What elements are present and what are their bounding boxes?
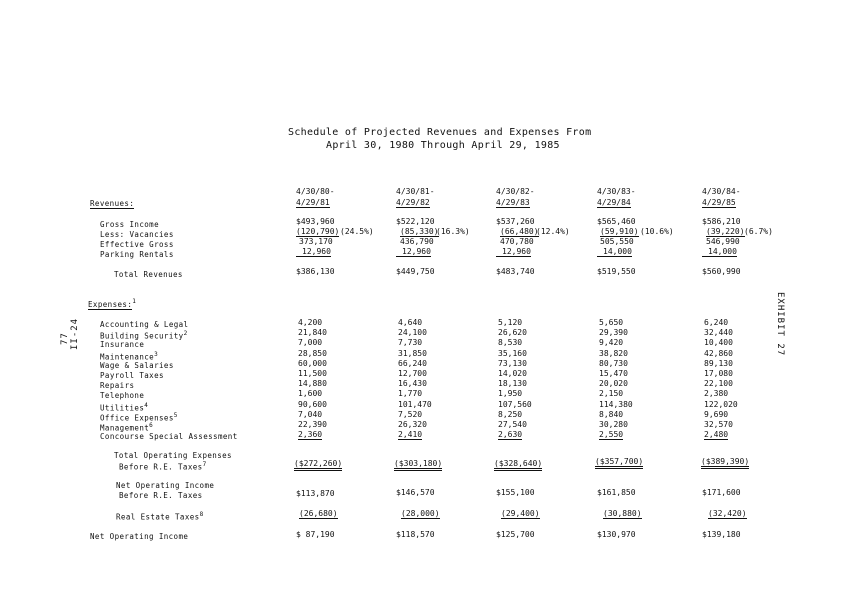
expense-label-text: Payroll Taxes <box>100 371 164 380</box>
expense-value: 2,550 <box>599 430 624 440</box>
effective-gross-value: 546,990 <box>706 237 740 246</box>
expense-value: 7,520 <box>398 409 423 419</box>
expense-value: 14,020 <box>498 369 527 378</box>
expense-value: 60,000 <box>298 358 327 368</box>
gross-income-value: $565,460 <box>597 217 636 226</box>
noi-value: $130,970 <box>597 530 636 539</box>
expense-value: 101,470 <box>398 399 432 409</box>
expense-value: 20,020 <box>599 379 628 389</box>
noi-before-value: $146,570 <box>396 488 435 497</box>
expense-label-text: Utilities <box>100 403 145 413</box>
noi-before-label-2: Before R.E. Taxes <box>119 491 203 500</box>
gross-income-value: $493,960 <box>296 217 335 226</box>
total-revenues-label: Total Revenues <box>114 270 183 279</box>
expense-value: 4,640 <box>398 318 423 327</box>
expense-value: 10,400 <box>704 338 733 348</box>
parking-value: 14,000 <box>702 247 737 257</box>
expense-value: 2,630 <box>498 430 523 440</box>
expense-label-text: Building Security <box>100 331 184 341</box>
footnote-marker: 7 <box>202 461 207 468</box>
expense-value: 38,820 <box>599 348 628 358</box>
expense-value: 24,100 <box>398 328 427 338</box>
noi-value: $118,570 <box>396 530 435 539</box>
total-opex-value: ($389,390) <box>701 457 749 469</box>
expense-value: 22,390 <box>298 420 327 429</box>
expense-label <box>100 432 238 441</box>
page-number-b: II-24 <box>70 317 80 350</box>
period-start: 4/30/82- <box>496 187 535 196</box>
expense-value: 2,410 <box>398 430 423 440</box>
total-opex-label-2-text: Before R.E. Taxes <box>119 462 203 472</box>
vacancies-value: (85,330) <box>400 227 439 236</box>
expense-value: 2,150 <box>599 389 624 399</box>
expense-value: 2,360 <box>298 430 323 440</box>
title-line-1: Schedule of Projected Revenues and Expenses From <box>288 127 592 138</box>
expense-value: 32,440 <box>704 328 733 338</box>
expense-label <box>100 391 144 400</box>
total-opex-value: ($272,260) <box>294 459 342 471</box>
period-start: 4/30/84- <box>702 187 741 196</box>
effective-gross-value: 436,790 <box>400 237 434 246</box>
title-line-2: April 30, 1980 Through April 29, 1985 <box>326 140 560 151</box>
total-opex-value: ($328,640) <box>494 459 542 471</box>
expense-value: 1,770 <box>398 389 423 399</box>
vacancies-pct: (24.5%) <box>340 227 374 236</box>
expense-label <box>100 330 188 341</box>
expense-value: 122,020 <box>704 399 738 409</box>
expense-label-text: Wage & Salaries <box>100 360 174 370</box>
noi-before-value: $171,600 <box>702 488 741 497</box>
parking-value: 12,960 <box>296 247 331 257</box>
expense-value: 107,560 <box>498 399 532 409</box>
total-opex-value: ($303,180) <box>394 459 442 471</box>
re-taxes-label <box>116 511 204 522</box>
noi-value: $ 87,190 <box>296 530 335 539</box>
re-taxes-value: (26,680) <box>299 509 338 518</box>
expense-value: 6,240 <box>704 318 729 327</box>
expense-value: 26,320 <box>398 420 427 429</box>
expense-value: 89,130 <box>704 358 733 368</box>
expense-value: 26,620 <box>498 328 527 338</box>
expense-value: 28,850 <box>298 348 327 358</box>
expense-label <box>100 320 188 329</box>
re-taxes-value: (30,880) <box>603 509 642 518</box>
gross-income-label: Gross Income <box>100 220 159 229</box>
parking-value: 12,960 <box>396 247 431 257</box>
noi-label: Net Operating Income <box>90 532 189 541</box>
expense-value: 5,650 <box>599 318 624 327</box>
footnote-marker: 5 <box>173 411 178 419</box>
expense-label-text: Repairs <box>100 381 135 391</box>
period-end: 4/29/82 <box>396 198 430 207</box>
expense-label <box>100 371 164 380</box>
expense-label-text: Telephone <box>100 391 145 401</box>
period-end: 4/29/84 <box>597 198 631 207</box>
total-revenues-value: $449,750 <box>396 267 435 276</box>
expense-value: 30,280 <box>599 420 628 429</box>
vacancies-value: (120,790) <box>296 227 340 236</box>
expense-value: 4,200 <box>298 318 323 327</box>
total-opex-value: ($357,700) <box>595 457 643 469</box>
revenues-heading: Revenues: <box>90 199 135 208</box>
effective-gross-label: Effective Gross <box>100 240 174 249</box>
parking-value: 12,960 <box>496 247 531 257</box>
noi-before-value: $155,100 <box>496 488 535 497</box>
expense-label <box>100 340 144 349</box>
footnote-marker: 6 <box>149 422 154 429</box>
period-start: 4/30/80- <box>296 187 335 196</box>
expense-value: 9,690 <box>704 409 729 419</box>
expense-label <box>100 412 178 423</box>
expense-value: 21,840 <box>298 328 327 338</box>
effective-gross-value: 373,170 <box>299 237 333 246</box>
period-end: 4/29/85 <box>702 198 736 207</box>
expense-value: 1,950 <box>498 389 523 399</box>
noi-before-value: $113,870 <box>296 489 335 498</box>
expense-label <box>100 381 134 390</box>
expense-label-text: Concourse Special Assessment <box>100 432 238 442</box>
vacancies-pct: (6.7%) <box>744 227 773 236</box>
expense-value: 15,470 <box>599 369 628 378</box>
expense-value: 27,540 <box>498 420 527 429</box>
re-taxes-label-text: Real Estate Taxes <box>116 512 200 522</box>
expense-label <box>100 422 153 433</box>
expense-value: 5,120 <box>498 318 523 327</box>
expense-label <box>100 351 158 362</box>
expense-value: 18,130 <box>498 379 527 389</box>
expense-value: 2,380 <box>704 389 729 399</box>
expense-value: 114,380 <box>599 399 633 409</box>
expense-value: 32,570 <box>704 420 733 429</box>
re-taxes-value: (28,000) <box>401 509 440 518</box>
expense-label <box>100 402 148 413</box>
expense-value: 35,160 <box>498 348 527 358</box>
vacancies-pct: (12.4%) <box>536 227 570 236</box>
period-start: 4/30/81- <box>396 187 435 196</box>
total-revenues-value: $483,740 <box>496 267 535 276</box>
expense-value: 7,040 <box>298 409 323 419</box>
vacancies-label: Less: Vacancies <box>100 230 174 239</box>
period-start: 4/30/83- <box>597 187 636 196</box>
expense-value: 1,600 <box>298 389 323 399</box>
total-opex-label-2 <box>119 461 207 472</box>
noi-value: $139,180 <box>702 530 741 539</box>
expenses-heading-text: Expenses: <box>88 299 133 309</box>
gross-income-value: $537,260 <box>496 217 535 226</box>
vacancies-value: (66,480) <box>500 227 539 236</box>
expense-label-text: Accounting & Legal <box>100 320 189 329</box>
expenses-heading <box>88 298 136 309</box>
expense-value: 8,530 <box>498 338 523 348</box>
expense-value: 7,000 <box>298 338 323 348</box>
expense-label-text: Insurance <box>100 340 145 350</box>
expense-label-text: Management <box>100 423 150 433</box>
expense-value: 7,730 <box>398 338 423 348</box>
period-end: 4/29/81 <box>296 198 330 207</box>
noi-before-value: $161,850 <box>597 488 636 497</box>
effective-gross-value: 505,550 <box>600 237 634 246</box>
total-opex-label-1: Total Operating Expenses <box>114 451 232 460</box>
noi-before-label-1: Net Operating Income <box>116 481 215 490</box>
total-revenues-value: $386,130 <box>296 267 335 276</box>
expense-value: 42,860 <box>704 348 733 358</box>
vacancies-pct: (16.3%) <box>436 227 470 236</box>
vacancies-value: (39,220) <box>706 227 745 236</box>
period-end: 4/29/83 <box>496 198 530 207</box>
expense-value: 29,390 <box>599 328 628 338</box>
footnote-marker: 8 <box>199 511 204 518</box>
footnote-marker: 2 <box>183 330 188 338</box>
expense-value: 8,250 <box>498 409 523 419</box>
exhibit-label: EXHIBIT 27 <box>775 292 785 357</box>
re-taxes-value: (29,400) <box>501 509 540 518</box>
gross-income-value: $522,120 <box>396 217 435 226</box>
total-revenues-value: $519,550 <box>597 267 636 276</box>
vacancies-pct: (10.6%) <box>640 227 674 236</box>
expense-value: 16,430 <box>398 379 427 389</box>
expense-value: 14,880 <box>298 379 327 389</box>
expense-value: 73,130 <box>498 358 527 368</box>
effective-gross-value: 470,780 <box>500 237 534 246</box>
total-revenues-value: $560,990 <box>702 267 741 276</box>
expense-value: 2,480 <box>704 430 729 440</box>
expense-label-text: Office Expenses <box>100 413 174 423</box>
footnote-marker: 4 <box>144 401 149 409</box>
noi-value: $125,700 <box>496 530 535 539</box>
parking-value: 14,000 <box>597 247 632 257</box>
expense-value: 12,700 <box>398 369 427 378</box>
expense-label-text: Maintenance <box>100 352 155 362</box>
expense-value: 22,100 <box>704 379 733 389</box>
parking-label: Parking Rentals <box>100 250 174 259</box>
expense-value: 80,730 <box>599 358 628 368</box>
expense-value: 31,850 <box>398 348 427 358</box>
expense-value: 90,600 <box>298 399 327 409</box>
vacancies-value: (59,910) <box>600 227 639 236</box>
expense-value: 8,840 <box>599 409 624 419</box>
expense-value: 66,240 <box>398 358 427 368</box>
page-number-a: 77 <box>60 332 70 345</box>
expense-value: 11,500 <box>298 369 327 378</box>
expense-value: 17,080 <box>704 369 733 378</box>
re-taxes-value: (32,420) <box>708 509 747 518</box>
gross-income-value: $586,210 <box>702 217 741 226</box>
footnote-marker: 3 <box>154 350 159 358</box>
footnote-marker: 1 <box>132 298 137 305</box>
expense-label <box>100 361 174 370</box>
expense-value: 9,420 <box>599 338 624 348</box>
